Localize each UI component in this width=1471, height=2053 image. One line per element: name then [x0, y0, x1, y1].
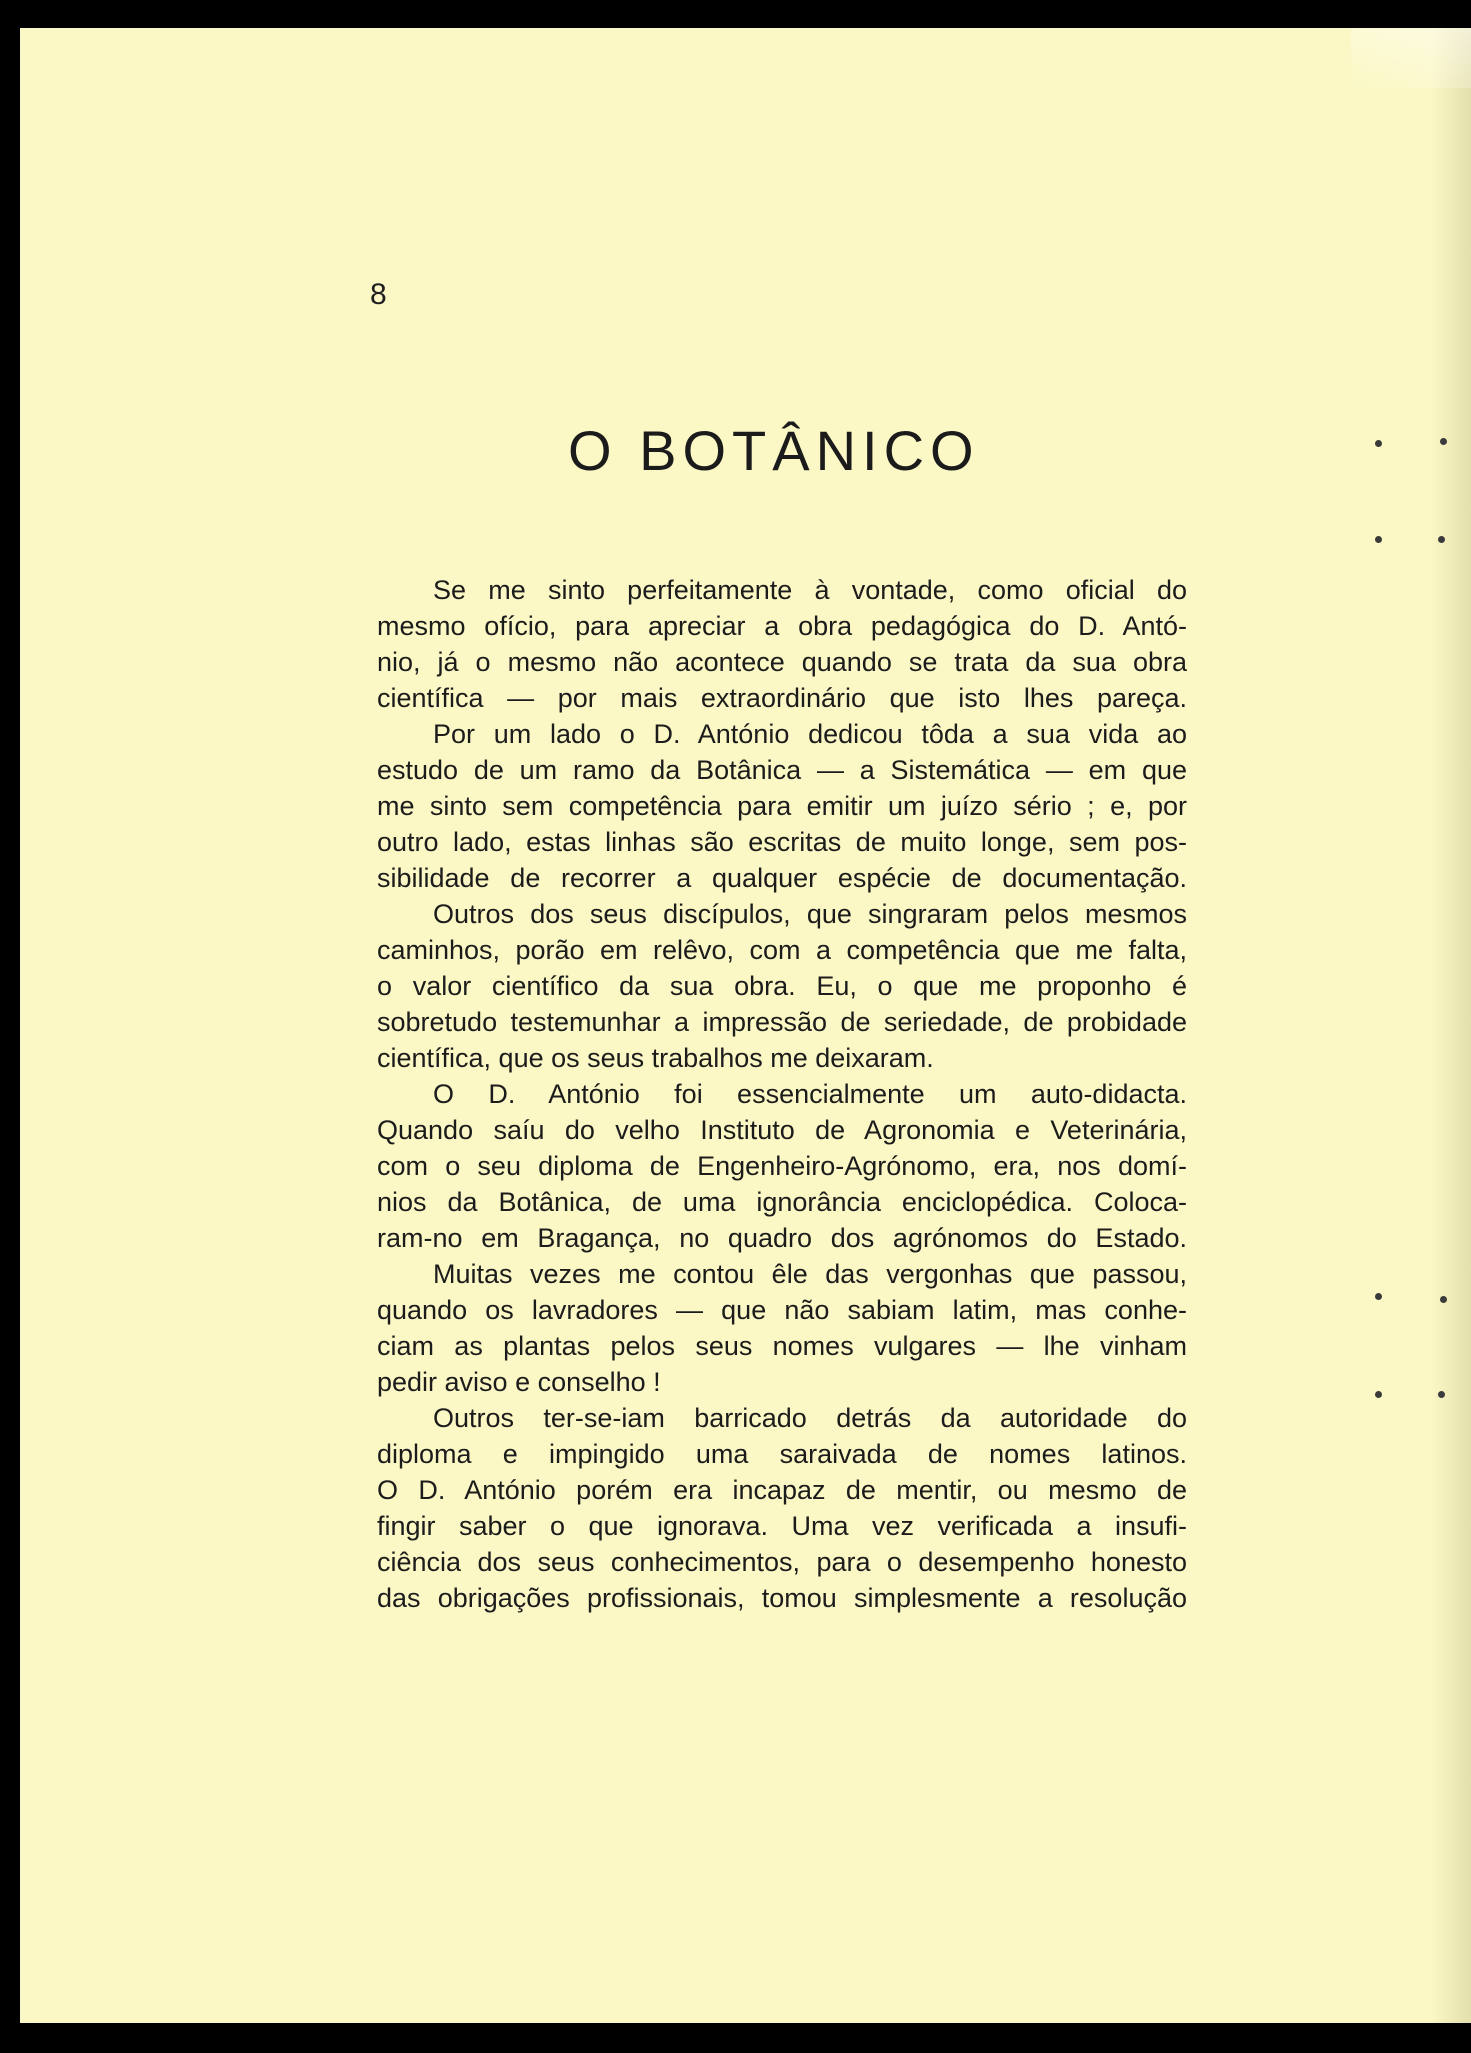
page-edge-shadow — [1431, 28, 1471, 2023]
text-line: ciência dos seus conhecimentos, para o desempenho honesto — [377, 1547, 1187, 1577]
margin-mark — [1375, 536, 1382, 543]
document-page — [20, 28, 1471, 2023]
text-line: mesmo ofício, para apreciar a obra pedagógica do D. Antó- — [377, 611, 1187, 641]
text-line: Quando saíu do velho Instituto de Agronomia e Veterinária, — [377, 1115, 1187, 1145]
text-line: Muitas vezes me contou êle das vergonhas que passou, — [433, 1259, 1187, 1289]
text-line: nios da Botânica, de uma ignorância enciclopédica. Coloca- — [377, 1187, 1187, 1217]
margin-mark — [1375, 1293, 1382, 1300]
text-line: científica — por mais extraordinário que isto lhes pareça. — [377, 683, 1187, 713]
text-line: fingir saber o que ignorava. Uma vez verificada a insufi- — [377, 1511, 1187, 1541]
text-line: O D. António porém era incapaz de mentir, ou mesmo de — [377, 1475, 1187, 1505]
chapter-title: O BOTÂNICO — [568, 419, 980, 482]
text-line: Se me sinto perfeitamente à vontade, como oficial do — [433, 575, 1187, 605]
text-line: o valor científico da sua obra. Eu, o que me proponho é — [377, 971, 1187, 1001]
margin-mark — [1375, 440, 1382, 447]
text-line: sobretudo testemunhar a impressão de seriedade, de probidade — [377, 1007, 1187, 1037]
text-line: sibilidade de recorrer a qualquer espécie de documentação. — [377, 863, 1187, 893]
text-line: outro lado, estas linhas são escritas de muito longe, sem pos- — [377, 827, 1187, 857]
text-line: Por um lado o D. António dedicou tôda a sua vida ao — [433, 719, 1187, 749]
text-line: estudo de um ramo da Botânica — a Sistemática — em que — [377, 755, 1187, 785]
text-line: O D. António foi essencialmente um auto-didacta. — [433, 1079, 1187, 1109]
text-line: Outros dos seus discípulos, que singraram pelos mesmos — [433, 899, 1187, 929]
margin-mark — [1375, 1391, 1382, 1398]
text-line: nio, já o mesmo não acontece quando se trata da sua obra — [377, 647, 1187, 677]
text-line: das obrigações profissionais, tomou simplesmente a resolução — [377, 1583, 1187, 1613]
text-line: diploma e impingido uma saraivada de nomes latinos. — [377, 1439, 1187, 1469]
page-number: 8 — [370, 278, 387, 311]
margin-mark — [1440, 1296, 1447, 1303]
text-line: pedir aviso e conselho ! — [377, 1367, 661, 1397]
text-line: ram-no em Bragança, no quadro dos agrónomos do Estado. — [377, 1223, 1187, 1253]
text-line: científica, que os seus trabalhos me deixaram. — [377, 1043, 934, 1073]
text-line: me sinto sem competência para emitir um juízo sério ; e, por — [377, 791, 1187, 821]
margin-mark — [1440, 438, 1447, 445]
body-text — [377, 572, 1187, 1616]
text-line: Outros ter-se-iam barricado detrás da autoridade do — [433, 1403, 1187, 1433]
text-line: quando os lavradores — que não sabiam latim, mas conhe- — [377, 1295, 1187, 1325]
text-line: ciam as plantas pelos seus nomes vulgares — lhe vinham — [377, 1331, 1187, 1361]
margin-mark — [1438, 1391, 1445, 1398]
margin-mark — [1438, 536, 1445, 543]
text-line: caminhos, porão em relêvo, com a competência que me falta, — [377, 935, 1187, 965]
page-crease — [1351, 28, 1471, 88]
text-line: com o seu diploma de Engenheiro-Agrónomo, era, nos domí- — [377, 1151, 1187, 1181]
